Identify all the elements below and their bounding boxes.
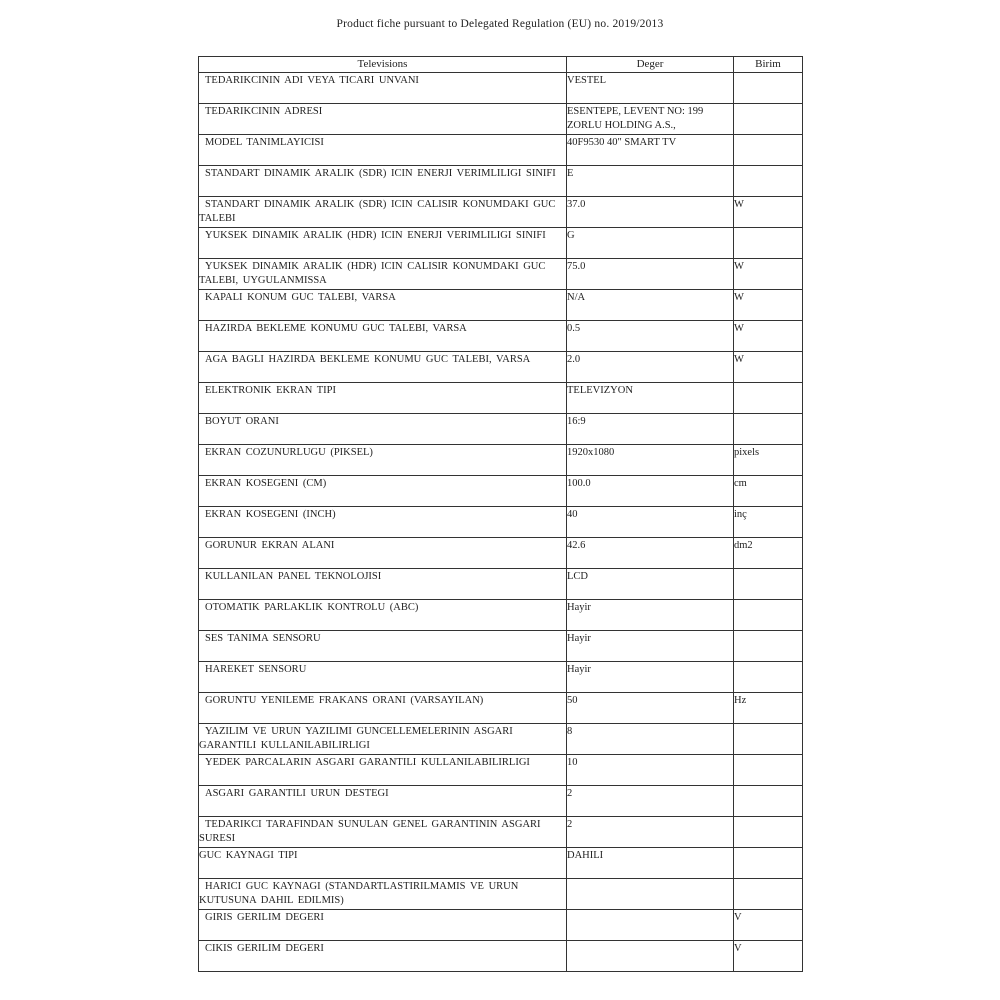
row-value: VESTEL — [567, 73, 734, 104]
row-label: CIKIS GERILIM DEGERI — [199, 941, 567, 972]
table-row — [199, 166, 803, 197]
row-unit — [734, 848, 803, 879]
row-unit: W — [734, 290, 803, 321]
row-label: YEDEK PARCALARIN ASGARI GARANTILI KULLANILABILIRLIGI — [199, 755, 567, 786]
document-title: Product fiche pursuant to Delegated Regulation (EU) no. 2019/2013 — [336, 18, 664, 30]
row-label: YUKSEK DINAMIK ARALIK (HDR) ICIN ENERJI VERIMLILIGI SINIFI — [199, 228, 567, 259]
column-header-name: Televisions — [199, 57, 567, 73]
row-label: YAZILIM VE URUN YAZILIMI GUNCELLEMELERININ ASGARI GARANTILI KULLANILABILIRLIGI — [199, 724, 567, 755]
row-label: MODEL TANIMLAYICISI — [199, 135, 567, 166]
table-row — [199, 228, 803, 259]
row-value: 75.0 — [567, 259, 734, 290]
row-value: 37.0 — [567, 197, 734, 228]
table-row — [199, 817, 803, 848]
row-value: 8 — [567, 724, 734, 755]
row-value: 100.0 — [567, 476, 734, 507]
table-row — [199, 445, 803, 476]
table-row — [199, 73, 803, 104]
row-unit — [734, 383, 803, 414]
row-label: HARICI GUC KAYNAGI (STANDARTLASTIRILMAMIS VE URUN KUTUSUNA DAHIL EDILMIS) — [199, 879, 567, 910]
table-row — [199, 135, 803, 166]
table-row — [199, 786, 803, 817]
row-unit — [734, 817, 803, 848]
row-label: GIRIS GERILIM DEGERI — [199, 910, 567, 941]
row-value: DAHILI — [567, 848, 734, 879]
row-label: STANDART DINAMIK ARALIK (SDR) ICIN ENERJI VERIMLILIGI SINIFI — [199, 166, 567, 197]
table-row — [199, 538, 803, 569]
table-row — [199, 848, 803, 879]
row-value: 50 — [567, 693, 734, 724]
table-row — [199, 507, 803, 538]
row-unit: cm — [734, 476, 803, 507]
row-label: ASGARI GARANTILI URUN DESTEGI — [199, 786, 567, 817]
table-header-row — [199, 57, 803, 73]
row-value: 2 — [567, 817, 734, 848]
table-row — [199, 631, 803, 662]
row-unit: W — [734, 352, 803, 383]
column-header-unit: Birim — [734, 57, 803, 73]
product-fiche-table — [198, 56, 803, 972]
row-label: EKRAN KOSEGENI (CM) — [199, 476, 567, 507]
row-value: 42.6 — [567, 538, 734, 569]
column-header-value: Deger — [567, 57, 734, 73]
row-label: TEDARIKCININ ADI VEYA TICARI UNVANI — [199, 73, 567, 104]
row-label: ELEKTRONIK EKRAN TIPI — [199, 383, 567, 414]
row-label: TEDARIKCININ ADRESI — [199, 104, 567, 135]
row-unit — [734, 135, 803, 166]
row-value: 40F9530 40" SMART TV — [567, 135, 734, 166]
table-row — [199, 600, 803, 631]
row-label: GORUNTU YENILEME FRAKANS ORANI (VARSAYILAN) — [199, 693, 567, 724]
row-label: KULLANILAN PANEL TEKNOLOJISI — [199, 569, 567, 600]
table-row — [199, 352, 803, 383]
row-unit: pixels — [734, 445, 803, 476]
row-unit: V — [734, 910, 803, 941]
row-value: 2 — [567, 786, 734, 817]
row-unit: Hz — [734, 693, 803, 724]
row-unit — [734, 166, 803, 197]
row-value: 1920x1080 — [567, 445, 734, 476]
row-unit: W — [734, 259, 803, 290]
row-label: TEDARIKCI TARAFINDAN SUNULAN GENEL GARANTININ ASGARI SURESI — [199, 817, 567, 848]
table-row — [199, 569, 803, 600]
table-row — [199, 104, 803, 135]
row-unit — [734, 414, 803, 445]
row-label: GORUNUR EKRAN ALANI — [199, 538, 567, 569]
row-unit: W — [734, 321, 803, 352]
row-label: EKRAN KOSEGENI (INCH) — [199, 507, 567, 538]
row-unit — [734, 73, 803, 104]
row-label: HAZIRDA BEKLEME KONUMU GUC TALEBI, VARSA — [199, 321, 567, 352]
row-value — [567, 879, 734, 910]
row-value: E — [567, 166, 734, 197]
row-value: LCD — [567, 569, 734, 600]
row-unit — [734, 600, 803, 631]
table-row — [199, 879, 803, 910]
row-label: EKRAN COZUNURLUGU (PIKSEL) — [199, 445, 567, 476]
table-row — [199, 476, 803, 507]
row-value: Hayir — [567, 631, 734, 662]
row-label: GUC KAYNAGI TIPI — [199, 848, 567, 879]
table-row — [199, 724, 803, 755]
table-row — [199, 321, 803, 352]
table-row — [199, 693, 803, 724]
row-value: 10 — [567, 755, 734, 786]
row-value: ESENTEPE, LEVENT NO: 199 ZORLU HOLDING A.S., — [567, 104, 734, 135]
row-label: OTOMATIK PARLAKLIK KONTROLU (ABC) — [199, 600, 567, 631]
row-unit — [734, 724, 803, 755]
row-label: HAREKET SENSORU — [199, 662, 567, 693]
row-value: 40 — [567, 507, 734, 538]
row-unit — [734, 228, 803, 259]
row-unit: dm2 — [734, 538, 803, 569]
row-value: G — [567, 228, 734, 259]
table-row — [199, 383, 803, 414]
row-label: YUKSEK DINAMIK ARALIK (HDR) ICIN CALISIR KONUMDAKI GUC TALEBI, UYGULANMISSA — [199, 259, 567, 290]
table-row — [199, 414, 803, 445]
row-label: STANDART DINAMIK ARALIK (SDR) ICIN CALISIR KONUMDAKI GUC TALEBI — [199, 197, 567, 228]
row-unit — [734, 879, 803, 910]
row-value: N/A — [567, 290, 734, 321]
row-value: Hayir — [567, 662, 734, 693]
row-label: SES TANIMA SENSORU — [199, 631, 567, 662]
row-unit: V — [734, 941, 803, 972]
row-unit — [734, 786, 803, 817]
table-row — [199, 197, 803, 228]
row-unit — [734, 755, 803, 786]
row-unit — [734, 631, 803, 662]
row-value: Hayir — [567, 600, 734, 631]
table-row — [199, 910, 803, 941]
row-value: 16:9 — [567, 414, 734, 445]
row-unit — [734, 104, 803, 135]
row-unit: W — [734, 197, 803, 228]
table-row — [199, 259, 803, 290]
row-unit: inç — [734, 507, 803, 538]
table-row — [199, 755, 803, 786]
row-value — [567, 910, 734, 941]
row-value: 0.5 — [567, 321, 734, 352]
row-label: KAPALI KONUM GUC TALEBI, VARSA — [199, 290, 567, 321]
table-row — [199, 290, 803, 321]
row-value: TELEVIZYON — [567, 383, 734, 414]
table-row — [199, 662, 803, 693]
row-value — [567, 941, 734, 972]
row-label: AGA BAGLI HAZIRDA BEKLEME KONUMU GUC TALEBI, VARSA — [199, 352, 567, 383]
row-value: 2.0 — [567, 352, 734, 383]
row-label: BOYUT ORANI — [199, 414, 567, 445]
table-row — [199, 941, 803, 972]
row-unit — [734, 662, 803, 693]
row-unit — [734, 569, 803, 600]
